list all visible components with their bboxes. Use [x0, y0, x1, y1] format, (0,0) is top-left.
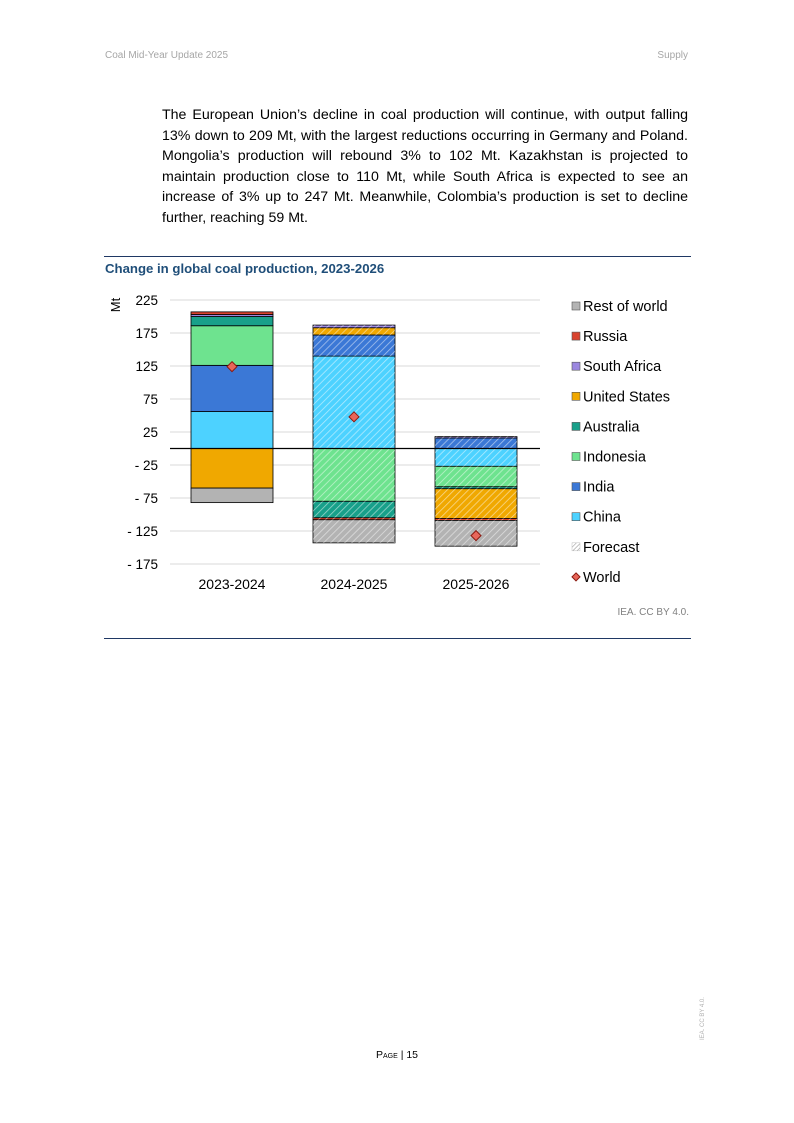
y-tick-label: - 175 [127, 557, 158, 572]
forecast-hatch [313, 335, 395, 356]
y-tick-label: - 25 [134, 458, 158, 473]
legend-label-united-states: United States [583, 389, 671, 406]
legend-swatch-south-africa [572, 362, 580, 370]
legend-swatch-australia [572, 422, 580, 430]
legend-label-rest-of-world: Rest of world [583, 299, 668, 315]
legend-swatch-indonesia [572, 453, 580, 461]
page-label: Page [375, 1049, 398, 1061]
x-tick-labels [199, 576, 510, 592]
legend-swatch-china [572, 513, 580, 521]
legend-label-world: World [583, 569, 621, 586]
bar-segment-indonesia [191, 326, 273, 366]
page-footer [0, 1049, 794, 1061]
bar-segments [191, 312, 517, 546]
x-tick-label: 2025-2026 [442, 576, 510, 592]
forecast-hatch [313, 356, 395, 448]
legend-swatch-united-states [572, 392, 580, 400]
x-tick-label: 2023-2024 [198, 576, 266, 592]
side-credit: IEA. CC BY 4.0. [700, 997, 706, 1040]
page-separator: | [400, 1049, 404, 1061]
coal-production-chart [100, 285, 694, 605]
chart-credit: IEA. CC BY 4.0. [617, 607, 689, 618]
forecast-hatch [435, 438, 517, 449]
forecast-hatch [313, 501, 395, 518]
chart-legend [572, 299, 670, 586]
y-tick-label: - 125 [127, 524, 158, 539]
forecast-hatch [435, 466, 517, 486]
y-axis-label: Mt [108, 297, 123, 313]
legend-label-australia: Australia [583, 419, 640, 436]
legend-swatch-rest-of-world [572, 302, 580, 310]
forecast-hatch [435, 437, 517, 438]
legend-label-indonesia: Indonesia [583, 449, 646, 466]
legend-label-forecast: Forecast [583, 539, 640, 556]
forecast-hatch [313, 328, 395, 335]
legend-label-china: China [583, 509, 621, 526]
legend-label-south-africa: South Africa [583, 359, 662, 376]
x-tick-label: 2024-2025 [320, 576, 388, 592]
y-tick-label: 25 [142, 425, 158, 440]
y-tick-label: - 75 [134, 491, 158, 506]
legend-swatch-india [572, 483, 580, 491]
chart-bottom-rule [104, 638, 691, 639]
forecast-hatch [313, 449, 395, 502]
y-tick-label: 75 [142, 392, 158, 407]
running-header-title: Coal Mid-Year Update 2025 [105, 50, 229, 61]
bar-segment-russia [191, 312, 273, 315]
body-paragraph: The European Union’s decline in coal production will continue, with output falling 13% down to 209 Mt, with the largest reductions occurring in Germany and Poland. Mongolia’s production will rebound 3% to 102 Mt. Kazakhstan is projected to maintain production close to 110 Mt, while South Africa is expected to see an increase of 3% up to 247 Mt. Meanwhile, Colombia’s production is set to decline further, reaching 59 Mt. [162, 107, 688, 226]
page-number: 15 [406, 1049, 419, 1061]
legend-label-india: India [583, 479, 615, 496]
y-tick-label: 125 [135, 359, 158, 374]
bar-segment-rest-of-world [191, 488, 273, 503]
running-header-section: Supply [657, 50, 688, 61]
legend-label-russia: Russia [583, 329, 628, 346]
bar-segment-australia [191, 317, 273, 326]
chart-title: Change in global coal production, 2023-2026 [105, 261, 385, 276]
y-tick-label: 225 [135, 293, 158, 308]
legend-marker-world [572, 573, 580, 581]
forecast-hatch [435, 449, 517, 467]
bar-segment-united-states [191, 449, 273, 489]
bar-segment-china [191, 412, 273, 449]
y-tick-label: 175 [135, 326, 158, 341]
y-tick-labels [127, 293, 158, 572]
forecast-hatch [313, 520, 395, 543]
legend-swatch-russia [572, 332, 580, 340]
forecast-hatch [313, 325, 395, 328]
chart-top-rule [104, 256, 691, 257]
forecast-hatch [435, 489, 517, 519]
legend-swatch-forecast [572, 543, 580, 551]
